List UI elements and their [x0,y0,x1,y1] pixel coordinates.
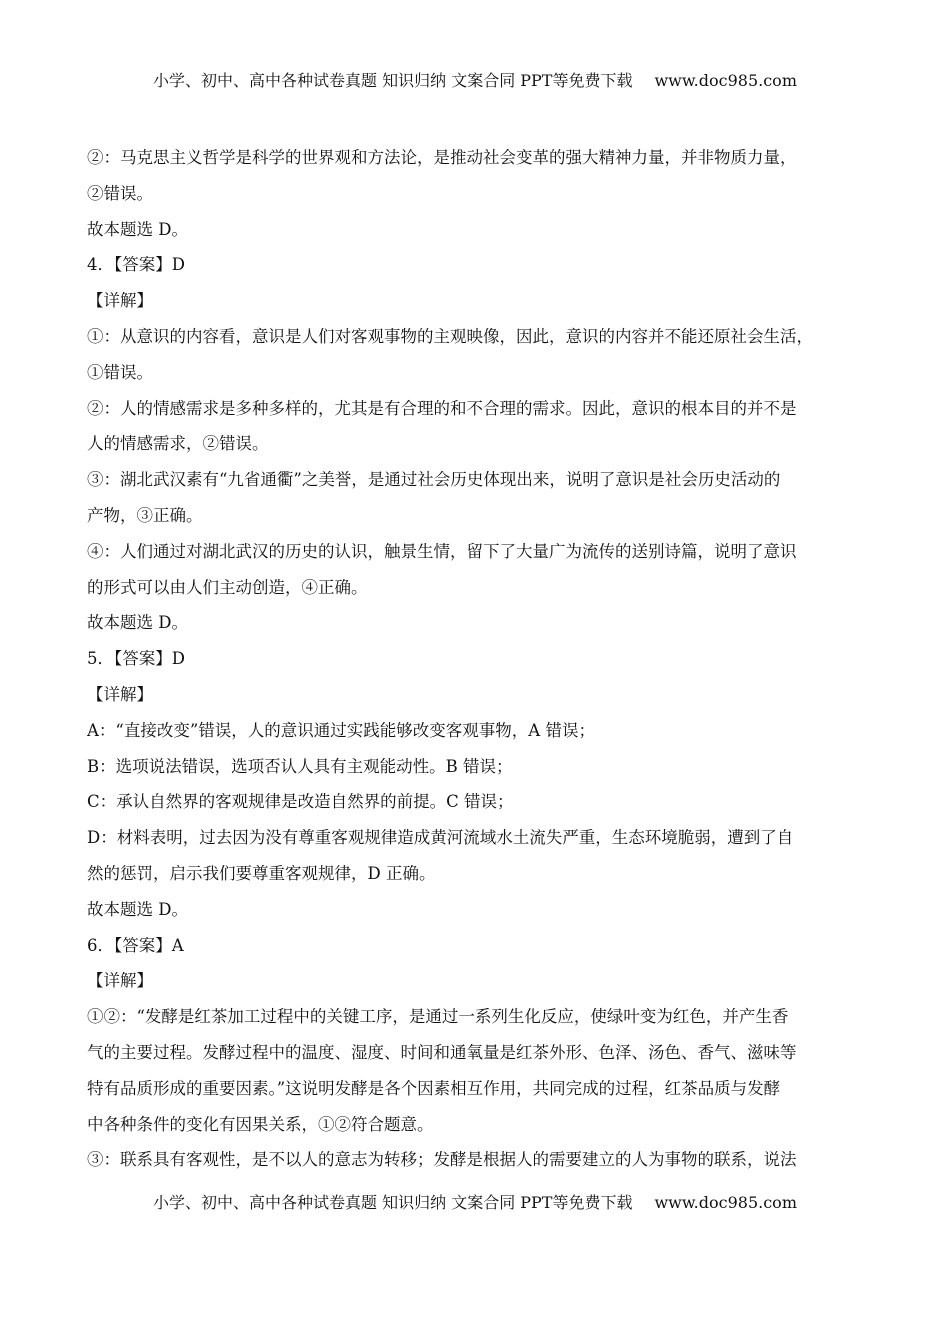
explanation-heading: 【详解】 [87,291,153,311]
footer-url[interactable]: www.doc985.com [654,1193,797,1212]
text-line: 故本题选 D。 [87,219,188,239]
text-line: 人的情感需求，②错误。 [87,434,269,454]
answer-line: 4．【答案】D [87,255,185,275]
text-line: ④：人们通过对湖北武汉的历史的认识，触景生情，留下了大量广为流传的送别诗篇，说明了意识 [87,541,797,561]
text-line: 产物，③正确。 [87,505,203,525]
text-line: D：材料表明，过去因为没有尊重客观规律造成黄河流域水土流失严重，生态环境脆弱，遭到了自 [87,828,794,848]
text-line: ①：从意识的内容看，意识是人们对客观事物的主观映像，因此，意识的内容并不能还原社会生活， [87,326,813,346]
text-line: 的形式可以由人们主动创造，④正确。 [87,577,368,597]
text-line: B：选项说法错误，选项否认人具有主观能动性。B 错误； [87,756,513,776]
text-line: ②：马克思主义哲学是科学的世界观和方法论，是推动社会变革的强大精神力量，并非物质力量， [87,148,797,167]
text-line: 故本题选 D。 [87,613,188,633]
text-line: 中各种条件的变化有因果关系，①②符合题意。 [87,1114,434,1134]
text-line: ①②：“发酵是红茶加工过程中的关键工序，是通过一系列生化反应，使绿叶变为红色，并产生香 [87,1007,789,1027]
text-line: ③：联系具有客观性，是不以人的意志为转移；发酵是根据人的需要建立的人为事物的联系，说法 [87,1150,797,1170]
page-footer [0,1190,950,1213]
text-line: ②：人的情感需求是多种多样的，尤其是有合理的和不合理的需求。因此，意识的根本目的并不是 [87,398,797,418]
document-body [87,140,822,1178]
text-line: 然的惩罚，启示我们要尊重客观规律，D 正确。 [87,863,436,883]
text-line: ②错误。 [87,183,153,203]
footer-text: 小学、初中、高中各种试卷真题 知识归纳 文案合同 PPT等免费下载 [153,1193,633,1212]
text-line: 特有品质形成的重要因素。”这说明发酵是各个因素相互作用，共同完成的过程，红茶品质与发酵 [87,1078,781,1098]
header-url[interactable]: www.doc985.com [654,71,797,90]
text-line: 气的主要过程。发酵过程中的温度、湿度、时间和通氧量是红茶外形、色泽、汤色、香气、滋味等 [87,1042,797,1062]
text-line: ①错误。 [87,362,153,382]
page-header [0,68,950,91]
explanation-heading: 【详解】 [87,971,153,991]
text-line: ③：湖北武汉素有“九省通衢”之美誉，是通过社会历史体现出来，说明了意识是社会历史活动的 [87,470,781,490]
text-line: C：承认自然界的客观规律是改造自然界的前提。C 错误； [87,792,514,812]
text-line: A：“直接改变”错误，人的意识通过实践能够改变客观事物，A 错误； [87,720,595,740]
answer-line: 6．【答案】A [87,935,184,955]
header-text: 小学、初中、高中各种试卷真题 知识归纳 文案合同 PPT等免费下载 [153,71,633,90]
explanation-heading: 【详解】 [87,684,153,704]
answer-line: 5．【答案】D [87,649,185,669]
text-line: 故本题选 D。 [87,899,188,919]
